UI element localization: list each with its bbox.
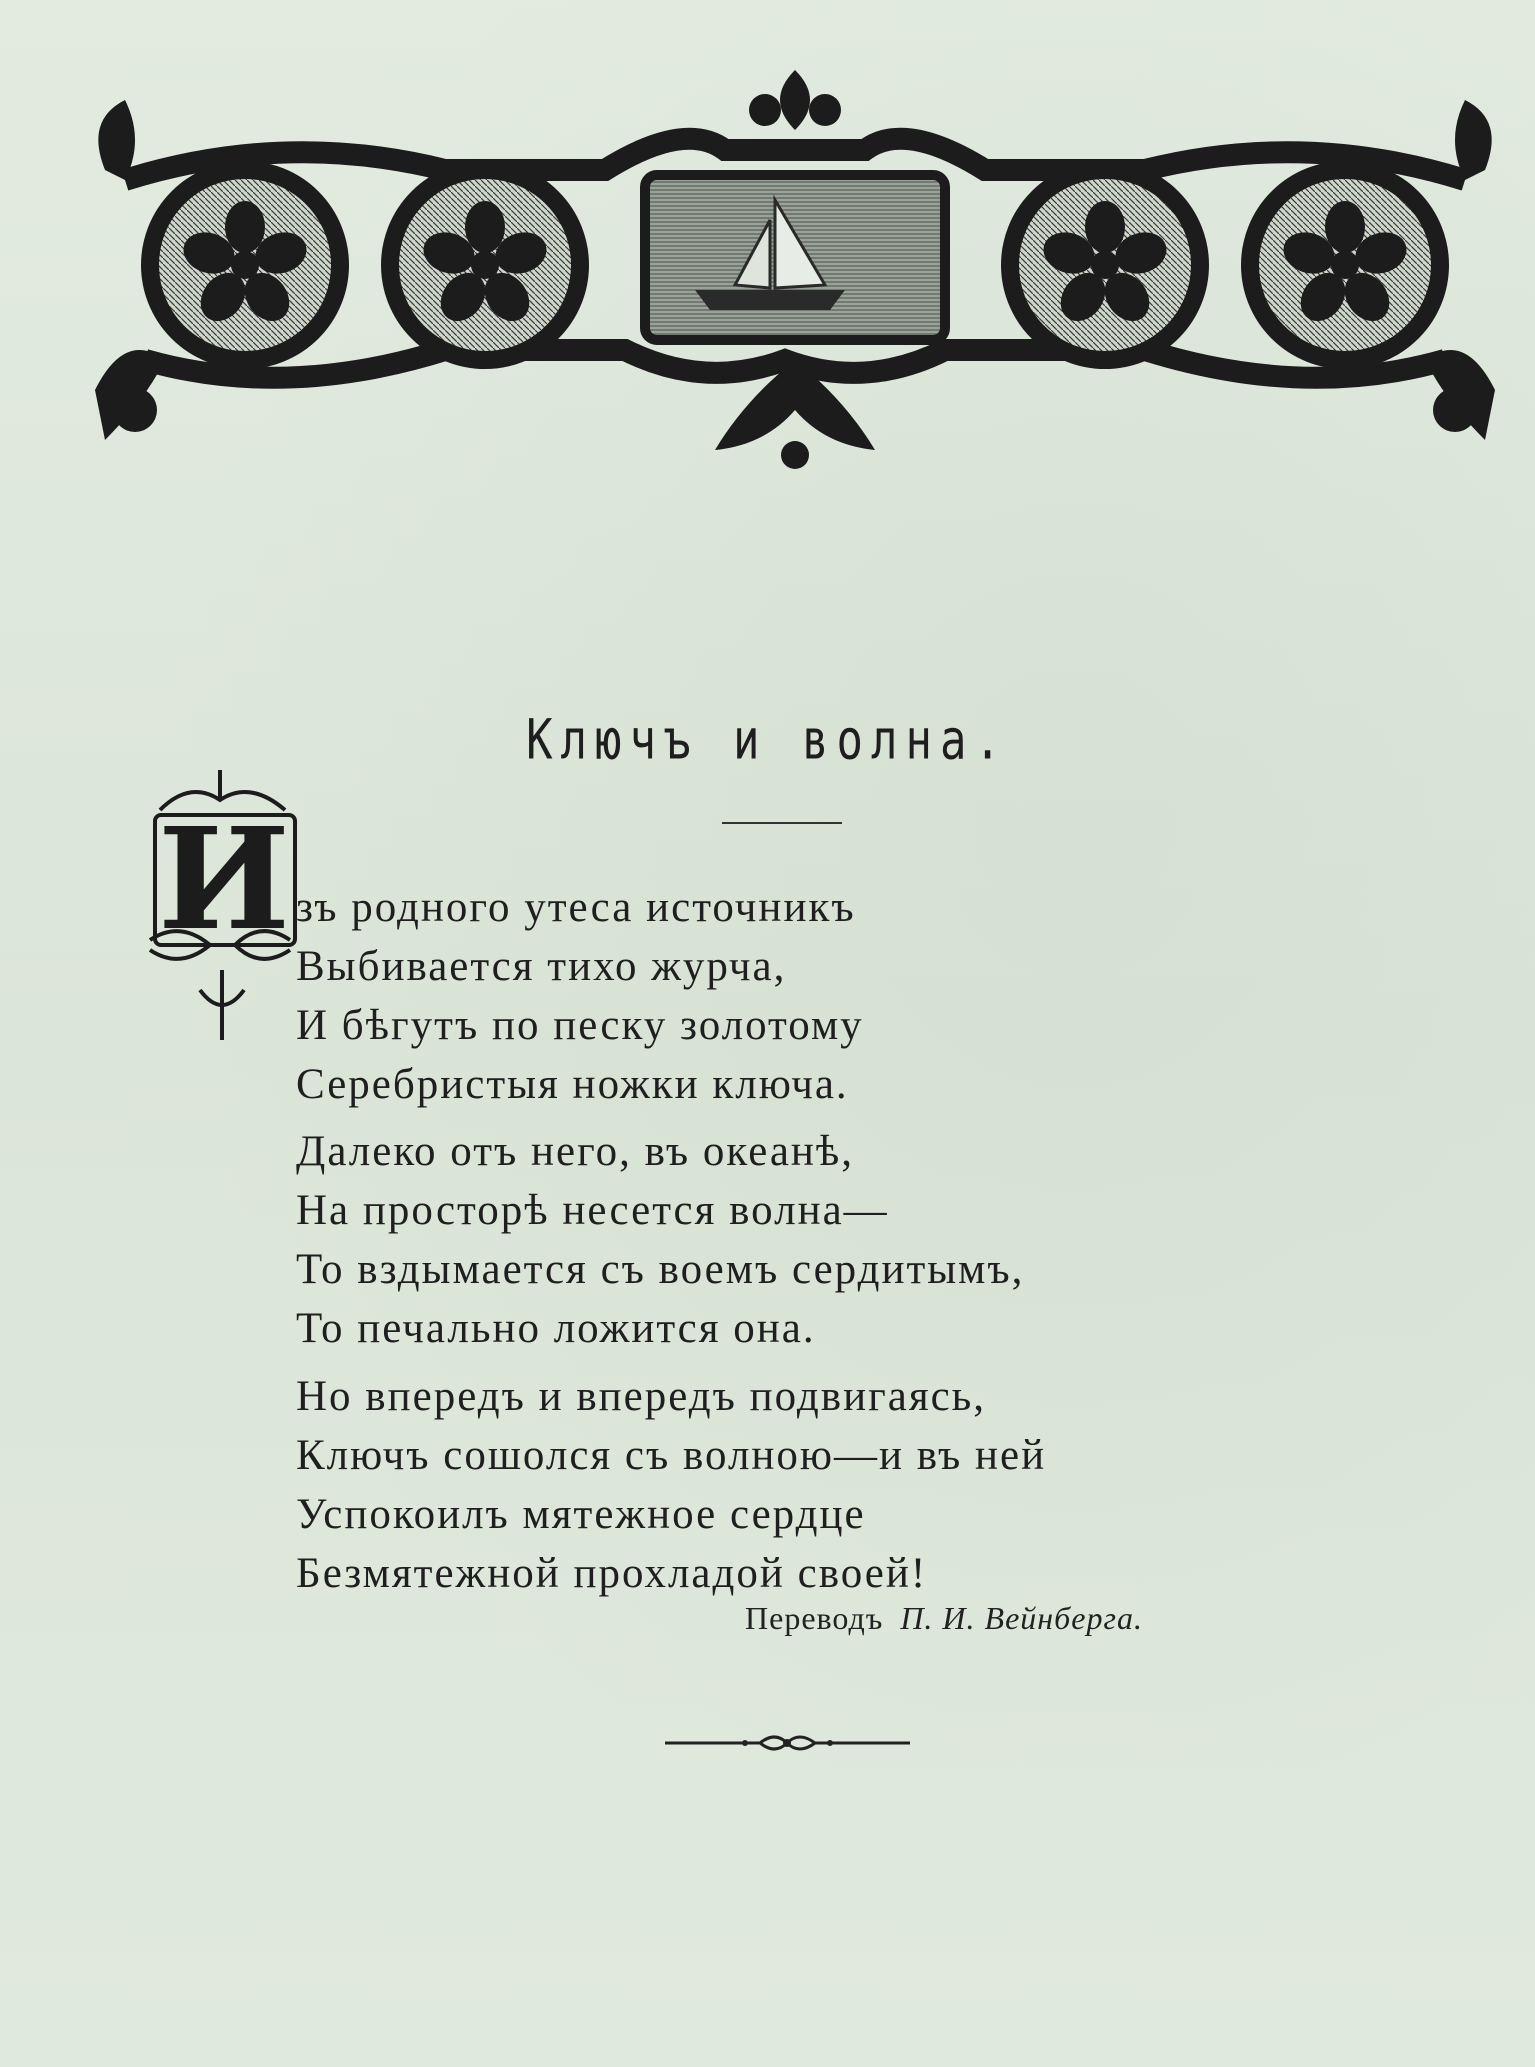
verse-line: Серебристыя ножки ключа. — [296, 1061, 849, 1108]
verse-line: И бѣгутъ по песку золотому — [296, 1002, 864, 1049]
stanza-3 — [296, 1367, 1046, 1603]
verse-line: На просторѣ несется волна— — [296, 1187, 889, 1234]
translator-name: П. И. Вейнберга. — [900, 1600, 1143, 1636]
verse-line: Успокоилъ мятежное сердце — [296, 1491, 866, 1538]
decorative-initial-letter-icon — [140, 770, 305, 1050]
title-divider — [722, 822, 842, 824]
translator-attribution — [745, 1600, 1143, 1637]
verse-line: Но впередъ и впередъ подвигаясь, — [296, 1373, 987, 1420]
verse-line: Безмятежной прохладой своей! — [296, 1550, 928, 1597]
attribution-prefix: Переводъ — [745, 1600, 884, 1636]
verse-line: зъ родного утеса источникъ — [296, 884, 856, 931]
verse-line: То печально ложится она. — [296, 1305, 816, 1352]
initial-letter: И — [157, 798, 291, 962]
ornamental-headpiece-icon — [85, 60, 1505, 480]
verse-line: То вздымается съ воемъ сердитымъ, — [296, 1246, 1025, 1293]
ornamental-tailpiece-icon — [665, 1728, 910, 1758]
stanza-2 — [296, 1122, 1024, 1358]
verse-line: Выбивается тихо журча, — [296, 943, 787, 990]
verse-line: Ключъ сошолся съ волною—и въ ней — [296, 1432, 1047, 1479]
stanza-1 — [296, 878, 864, 1114]
poem-title: Ключъ и волна. — [526, 708, 1009, 773]
verse-line: Далеко отъ него, въ океанѣ, — [296, 1128, 855, 1175]
